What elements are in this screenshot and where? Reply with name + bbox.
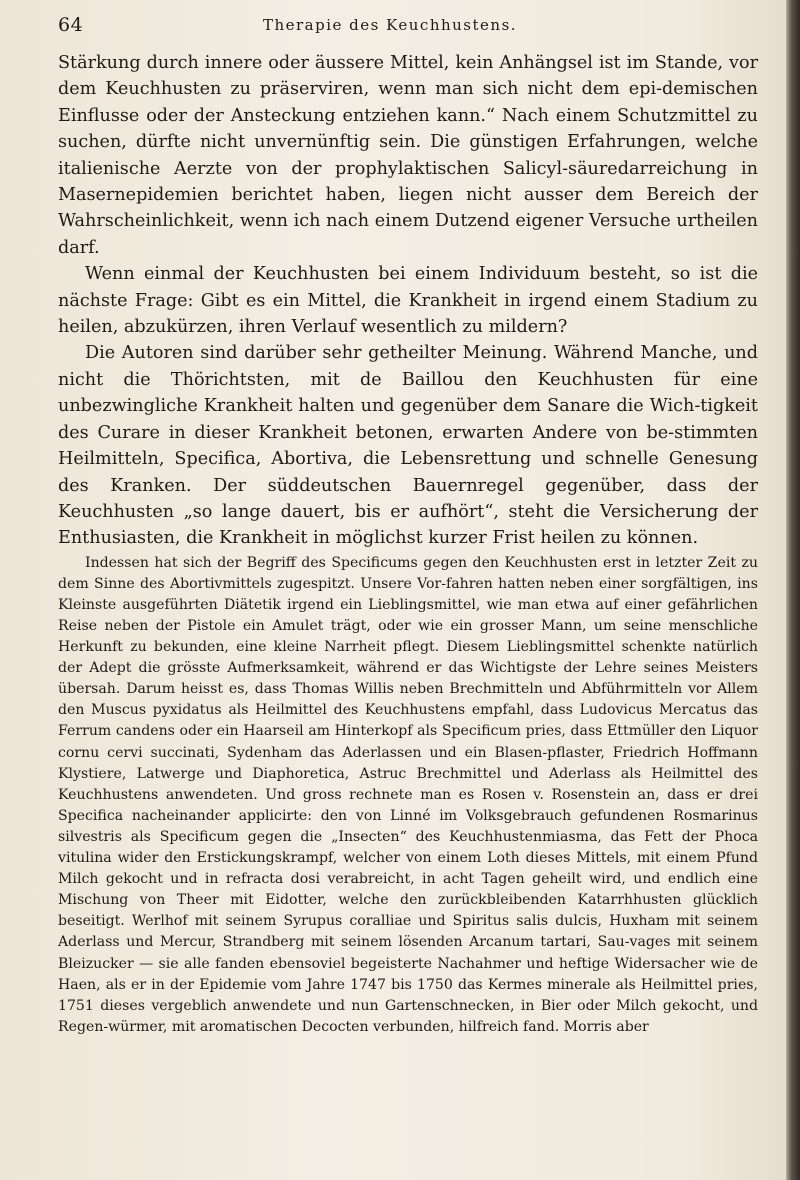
book-spine-edge	[786, 0, 800, 1180]
small-print-text	[58, 553, 758, 1038]
paragraph-2: Wenn einmal der Keuchhusten bei einem Individuum besteht, so ist die nächste Frage: Gibt es ein Mittel, die Krankheit in irgend einem Stadium zu heilen, abzukürzen, ihren Verlauf wesentlich zu mildern?	[58, 264, 758, 338]
running-title: Therapie des Keuchhustens.	[262, 16, 518, 34]
page-header	[0, 14, 780, 38]
paragraph-1: Stärkung durch innere oder äussere Mittel, kein Anhängsel ist im Stande, vor dem Keuchhusten zu präserviren, wenn man sich nicht dem epi-demischen Einflusse oder der Ansteckung entziehen kann.“ Nach einem Schutzmittel zu suchen, dürfte nicht unvernünftig sein. Die günstigen Erfahrungen, welche italienische Aerzte von der prophylaktischen Salicyl-säuredarreichung in Masernepidemien berichtet haben, liegen nicht ausser dem Bereich der Wahrscheinlichkeit, wenn ich nach einem Dutzend eigener Versuche urtheilen darf.	[58, 53, 758, 258]
page-number: 64	[58, 14, 84, 36]
page-body	[58, 50, 758, 1038]
small-paragraph-1: Indessen hat sich der Begriff des Specificums gegen den Keuchhusten erst in letzter Zeit zu dem Sinne des Abortivmittels zugespitzt. Unsere Vor-fahren hatten neben einer sorgfältigen, ins Kleinste ausgeführten Diätetik irgend ein Lieblingsmittel, wie man etwa auf einer gefährlichen Reise neben der Pistole ein Amulet trägt, oder wie ein grosser Mann, um seine menschliche Herkunft zu bekunden, eine kleine Narrheit pflegt. Diesem Lieblingsmittel schenkte natürlich der Adept die grösste Aufmerksamkeit, während er das Wichtigste der Lehre seines Meisters übersah. Darum heisst es, dass Thomas Willis neben Brechmitteln und Abführmitteln vor Allem den Muscus pyxidatus als Heilmittel des Keuchhustens empfahl, dass Ludovicus Mercatus das Ferrum candens oder ein Haarseil am Hinterkopf als Specificum pries, dass Ettmüller den Liquor cornu cervi succinati, Sydenham das Aderlassen und ein Blasen-pflaster, Friedrich Hoffmann Klystiere, Latwerge und Diaphoretica, Astruc Brechmittel und Aderlass als Heilmittel des Keuchhustens anwendeten. Und gross rechnete man es Rosen v. Rosenstein an, dass er drei Specifica nacheinander applicirte: den von Linné im Volksgebrauch gefundenen Rosmarinus silvestris als Specificum gegen die „Insecten“ des Keuchhustenmiasma, das Fett der Phoca vitulina wider den Erstickungskrampf, welcher von einem Loth dieses Mittels, mit einem Pfund Milch gekocht und in refracta dosi verabreicht, in acht Tagen geheilt wird, und endlich eine Mischung von Theer mit Eidotter, welche den zurückbleibenden Katarrhhusten glücklich beseitigt. Werlhof mit seinem Syrupus coralliae und Spiritus salis dulcis, Huxham mit seinem Aderlass und Mercur, Strandberg mit seinem lösenden Arcanum tartari, Sau-vages mit seinem Bleizucker — sie alle fanden ebensoviel begeisterte Nachahmer und heftige Widersacher wie de Haen, als er in der Epidemie vom Jahre 1747 bis 1750 das Kermes minerale als Heilmittel pries, 1751 dieses vergeblich anwendete und nun Gartenschnecken, in Bier oder Milch gekocht, und Regen-würmer, mit aromatischen Decocten verbunden, hilfreich fand. Morris aber	[58, 554, 758, 1035]
paragraph-3: Die Autoren sind darüber sehr getheilter Meinung. Während Manche, und nicht die Thörichtsten, mit de Baillou den Keuchhusten für eine unbezwingliche Krankheit halten und gegenüber dem Sanare die Wich-tigkeit des Curare in dieser Krankheit betonen, erwarten Andere von be-stimmten Heilmitteln, Specifica, Abortiva, die Lebensrettung und schnelle Genesung des Kranken. Der süddeutschen Bauernregel gegenüber, dass der Keuchhusten „so lange dauert, bis er aufhört“, steht die Versicherung der Enthusiasten, die Krankheit in möglichst kurzer Frist heilen zu können.	[58, 343, 758, 549]
main-text	[58, 50, 758, 552]
